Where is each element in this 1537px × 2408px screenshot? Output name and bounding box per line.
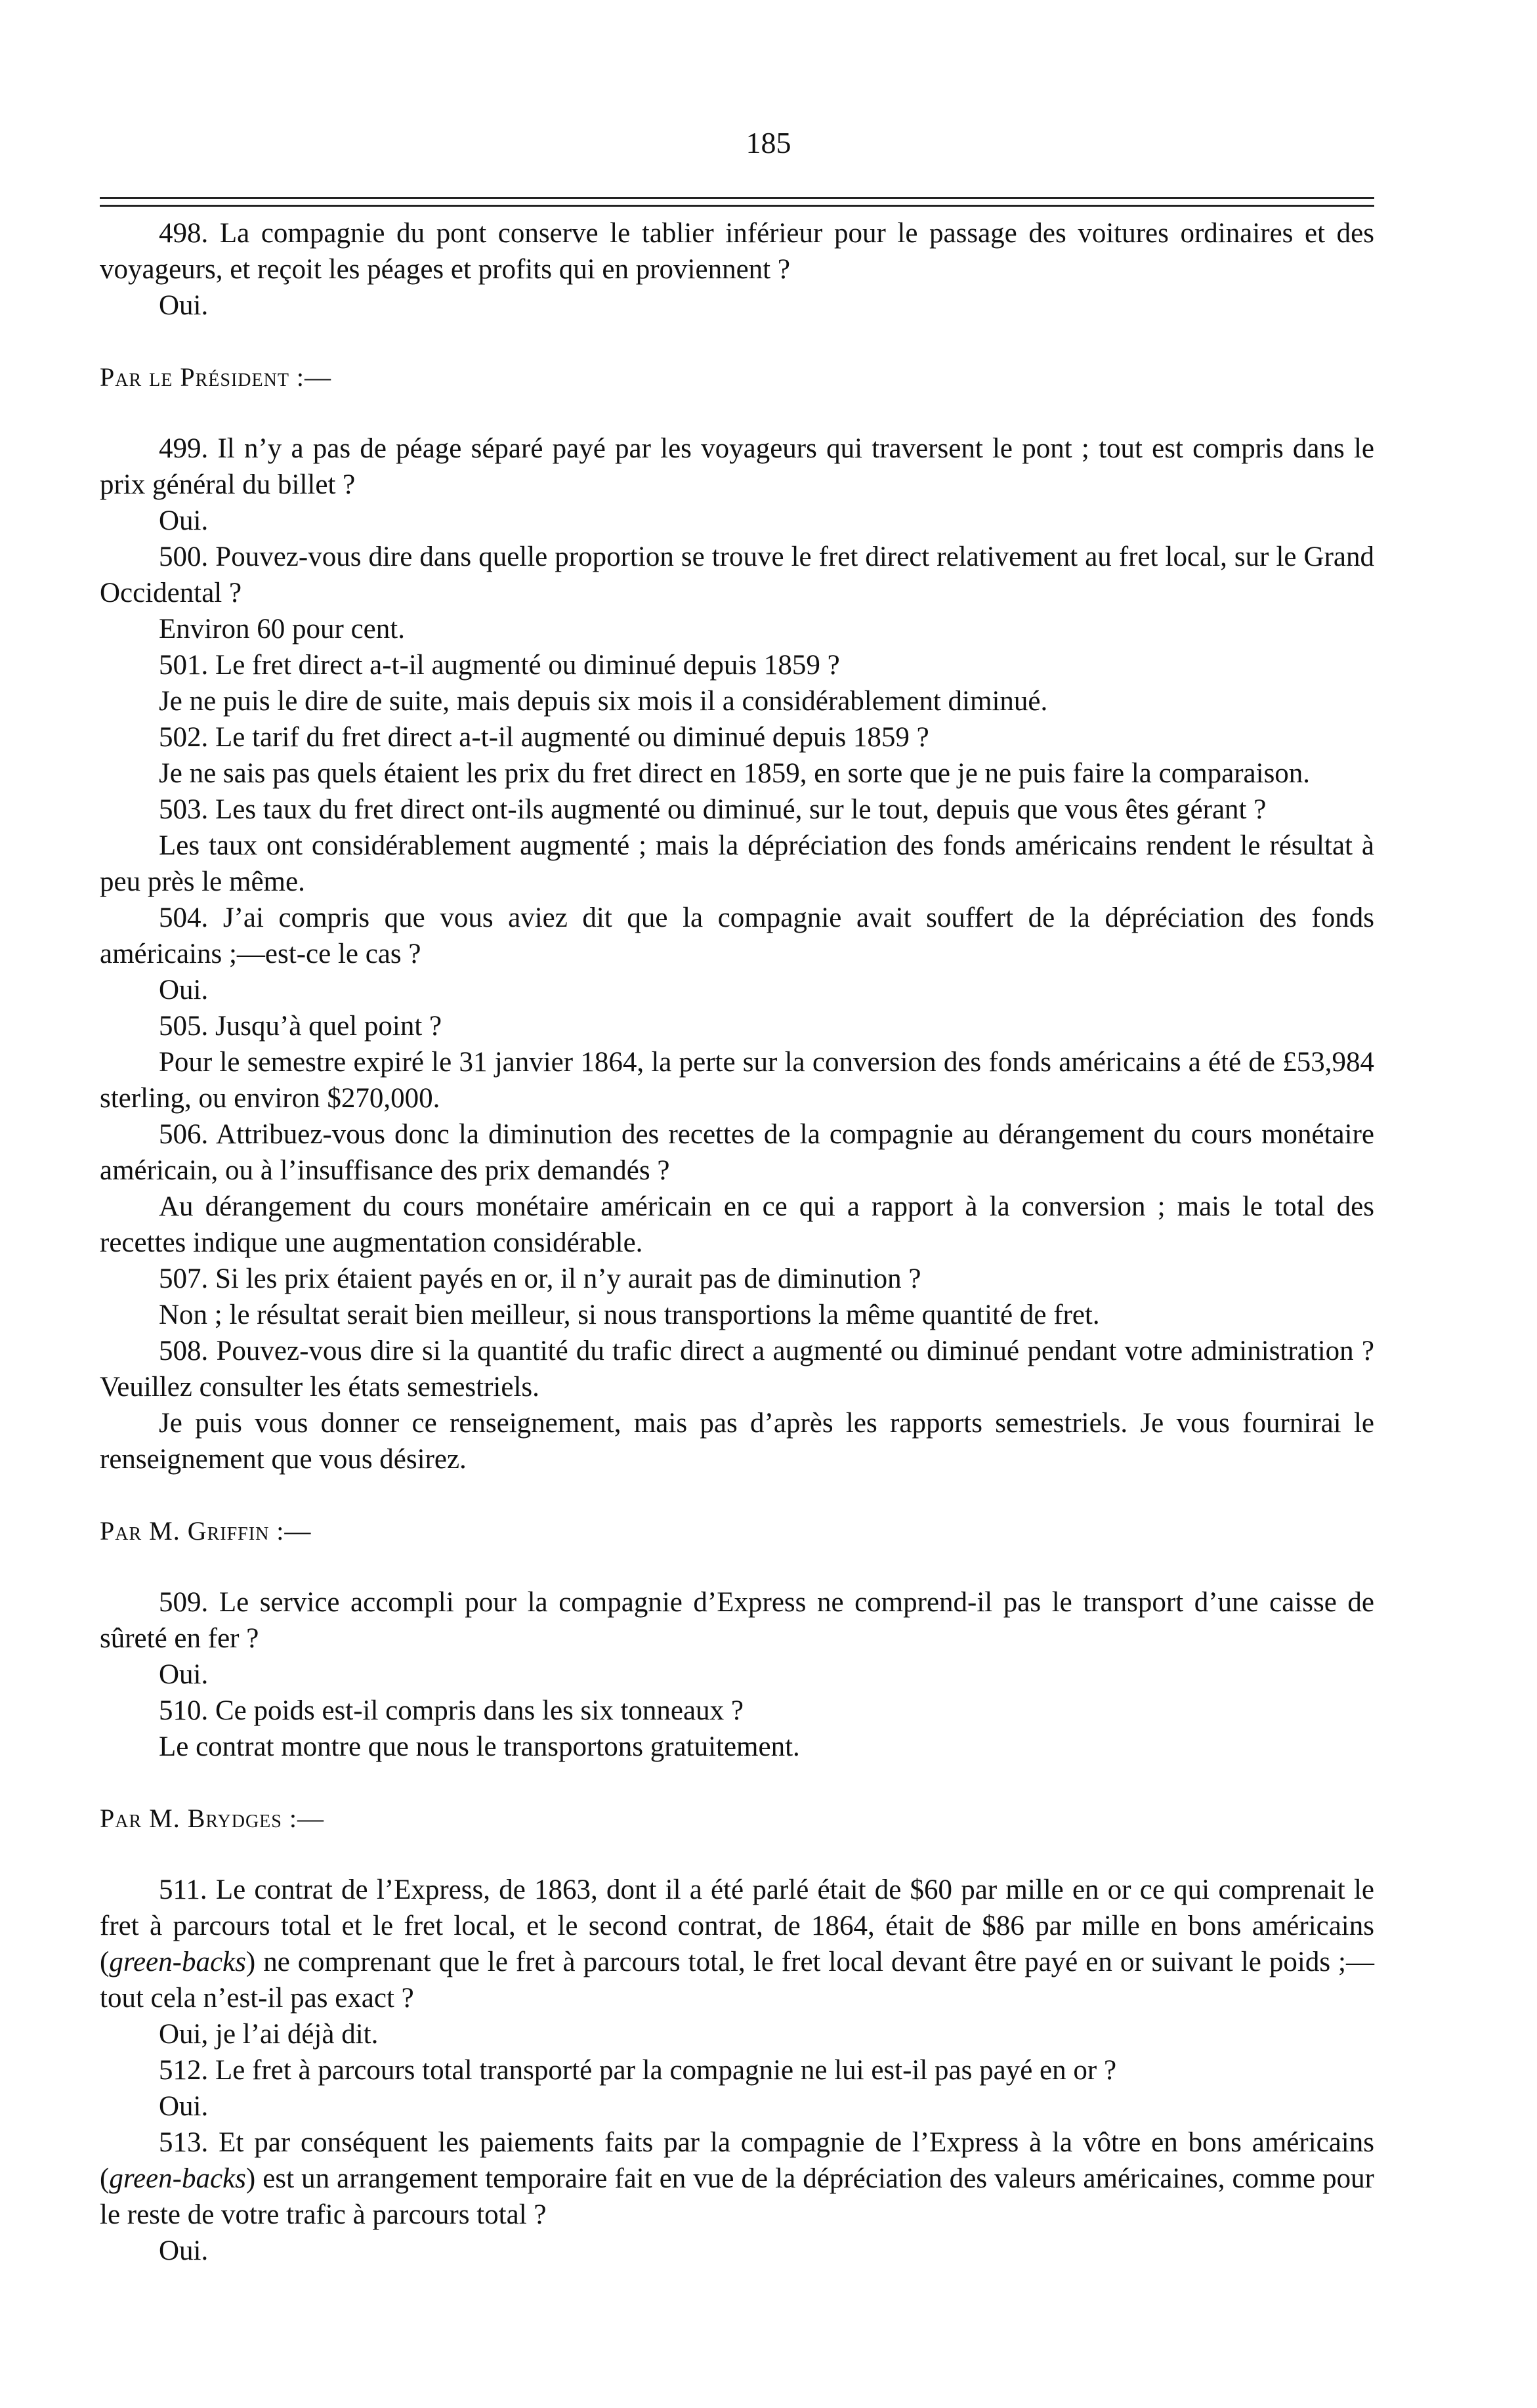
question-499: 499. Il n’y a pas de péage séparé payé par les voyageurs qui traversent le pont ; tout est compris dans le prix général du billet ? <box>100 433 1374 500</box>
question-500: 500. Pouvez-vous dire dans quelle proportion se trouve le fret direct relativement au fret local, sur le Grand Occidental ? <box>100 541 1374 608</box>
question-505: 505. Jusqu’à quel point ? <box>159 1011 442 1042</box>
answer-505: Pour le semestre expiré le 31 janvier 1864, la perte sur la conversion des fonds américains a été de £53,984 sterling, ou environ $270,000. <box>100 1047 1374 1114</box>
question-511-text-end: ) ne comprenant que le fret à parcours total, le fret local devant être payé en or suivant le poids ;—tout cela n’est-il pas exact ? <box>100 1947 1374 2014</box>
question-508: 508. Pouvez-vous dire si la quantité du trafic direct a augmenté ou diminué pendant votre administration ? Veuillez consulter les états semestriels. <box>100 1336 1374 1403</box>
question-503: 503. Les taux du fret direct ont-ils augmenté ou diminué, sur le tout, depuis que vous êtes gérant ? <box>159 794 1267 825</box>
answer-507: Non ; le résultat serait bien meilleur, si nous transportions la même quantité de fret. <box>159 1299 1100 1330</box>
question-504: 504. J’ai compris que vous aviez dit que la compagnie avait souffert de la dépréciation des fonds américains ;—est-ce le cas ? <box>100 902 1374 969</box>
answer-499: Oui. <box>159 505 209 536</box>
question-498: 498. La compagnie du pont conserve le tablier inférieur pour le passage des voitures ordinaires et des voyageurs, et reçoit les péages et profits qui en proviennent ? <box>100 218 1374 285</box>
answer-506: Au dérangement du cours monétaire américain en ce qui a rapport à la conversion ; mais le total des recettes indique une augmentation considérable. <box>100 1191 1374 1258</box>
section-heading-griffin: Par M. Griffin :— <box>100 1516 312 1546</box>
page-number: 185 <box>746 126 791 159</box>
section-heading-president: Par le Président :— <box>100 362 332 392</box>
question-509: 509. Le service accompli pour la compagnie d’Express ne comprend-il pas le transport d’une caisse de sûreté en fer ? <box>100 1587 1374 1654</box>
question-512: 512. Le fret à parcours total transporté par la compagnie ne lui est-il pas payé en or ? <box>159 2055 1117 2086</box>
answer-502: Je ne sais pas quels étaient les prix du fret direct en 1859, en sorte que je ne puis faire la comparaison. <box>159 758 1311 789</box>
question-501: 501. Le fret direct a-t-il augmenté ou diminué depuis 1859 ? <box>159 650 840 681</box>
question-506: 506. Attribuez-vous donc la diminution des recettes de la compagnie au dérangement du cours monétaire américain, ou à l’insuffisance des prix demandés ? <box>100 1119 1374 1186</box>
section-heading-brydges: Par M. Brydges :— <box>100 1804 324 1833</box>
header-rule-top <box>100 197 1374 199</box>
answer-513: Oui. <box>159 2235 209 2266</box>
answer-510: Le contrat montre que nous le transportons gratuitement. <box>159 1731 800 1762</box>
question-511 <box>100 1872 1374 2016</box>
answer-503: Les taux ont considérablement augmenté ; mais la dépréciation des fonds américains rendent le résultat à peu près le même. <box>100 830 1374 897</box>
question-511-text: 511. Le contrat de l’Express, de 1863, dont il a été parlé était de $60 par mille en or ce qui comprenait le fret à parcours total et le fret local, et le second contrat, de 1864, était de $86 par mille en bons américains ( <box>100 1874 1374 1977</box>
question-513-text-end: ) est un arrangement temporaire fait en vue de la dépréciation des valeurs américaines, comme pour le reste de votre trafic à parcours total ? <box>100 2163 1374 2230</box>
question-513-text: 513. Et par conséquent les paiements faits par la compagnie de l’Express à la vôtre en bons américains ( <box>100 2127 1374 2194</box>
answer-508: Je puis vous donner ce renseignement, mais pas d’après les rapports semestriels. Je vous fournirai le renseignement que vous désirez. <box>100 1408 1374 1475</box>
page-body <box>100 215 1374 2269</box>
question-511-italic: green-backs <box>109 1947 246 1977</box>
question-507: 507. Si les prix étaient payés en or, il n’y aurait pas de diminution ? <box>159 1263 921 1294</box>
question-513-italic: green-backs <box>109 2163 246 2194</box>
answer-511: Oui, je l’ai déjà dit. <box>159 2019 379 2050</box>
question-510: 510. Ce poids est-il compris dans les six tonneaux ? <box>159 1695 744 1726</box>
answer-500: Environ 60 pour cent. <box>159 614 405 644</box>
header-rule-bottom <box>100 205 1374 207</box>
answer-498: Oui. <box>159 290 209 321</box>
question-513 <box>100 2124 1374 2233</box>
question-502: 502. Le tarif du fret direct a-t-il augmenté ou diminué depuis 1859 ? <box>159 722 929 753</box>
answer-509: Oui. <box>159 1659 209 1690</box>
answer-501: Je ne puis le dire de suite, mais depuis six mois il a considérablement diminué. <box>159 686 1048 717</box>
answer-504: Oui. <box>159 975 209 1005</box>
answer-512: Oui. <box>159 2091 209 2122</box>
